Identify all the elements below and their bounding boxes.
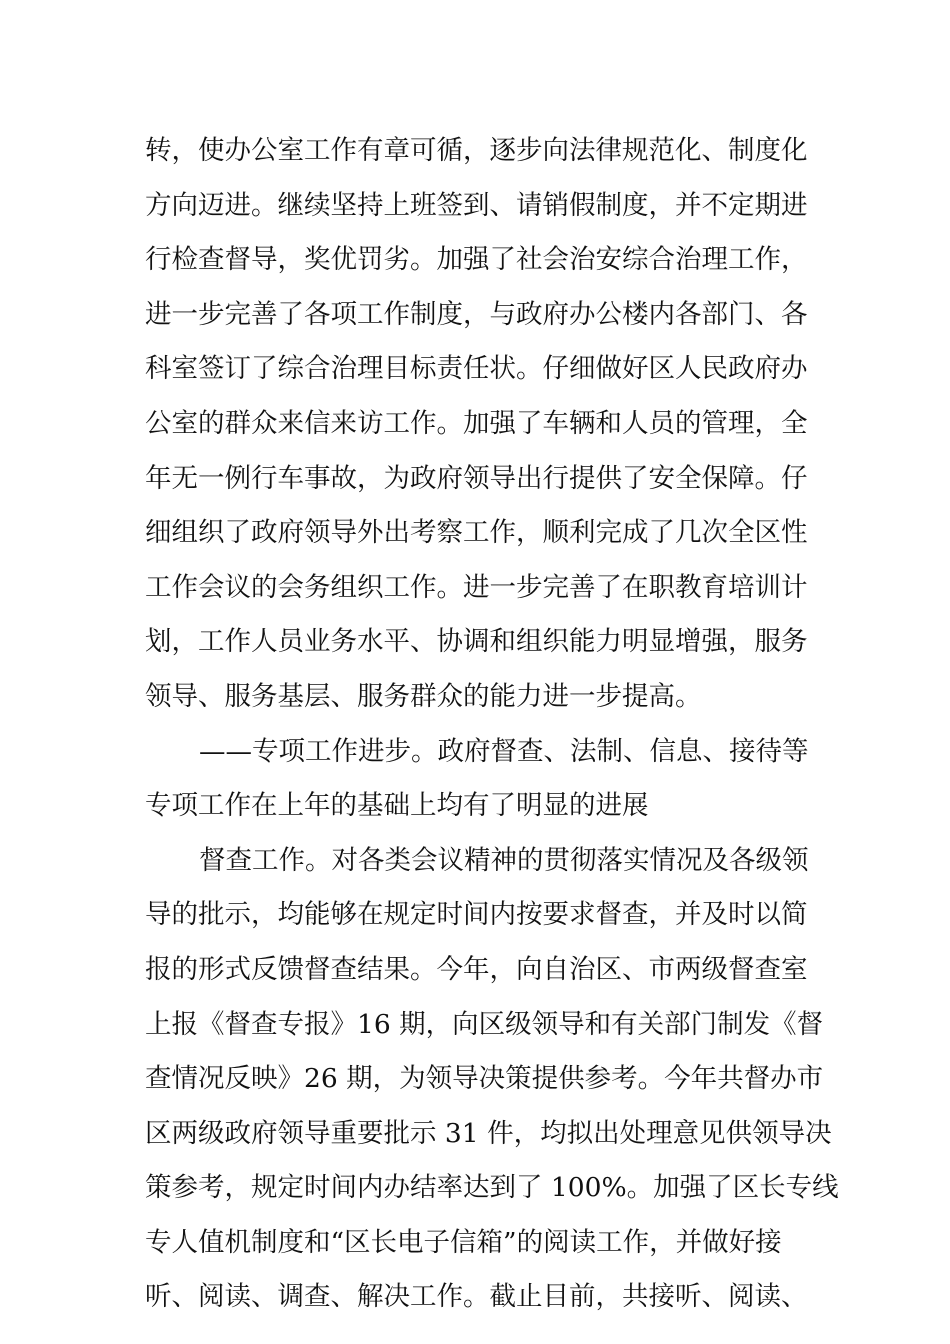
text-line: 查情况反映》26 期，为领导决策提供参考。今年共督办市: [145, 1063, 824, 1095]
text-line: 科室签订了综合治理目标责任状。仔细做好区人民政府办: [145, 353, 808, 385]
text-line: 划，工作人员业务水平、协调和组织能力明显增强，服务: [145, 626, 808, 658]
text-line: 专项工作在上年的基础上均有了明显的进展: [145, 790, 649, 822]
text-line: 上报《督查专报》16 期，向区级领导和有关部门制发《督: [145, 1008, 824, 1040]
text-line: 工作会议的会务组织工作。进一步完善了在职教育培训计: [145, 571, 808, 603]
text-line: 专人值机制度和“区长电子信箱”的阅读工作，并做好接: [145, 1226, 782, 1258]
text-line: 公室的群众来信来访工作。加强了车辆和人员的管理，全: [145, 407, 808, 439]
text-line: 进一步完善了各项工作制度，与政府办公楼内各部门、各: [145, 298, 808, 330]
text-line: 领导、服务基层、服务群众的能力进一步提高。: [145, 680, 702, 712]
paragraph-heading-line: ——专项工作进步。政府督查、法制、信息、接待等: [199, 735, 809, 767]
paragraph-heading-line: 督查工作。对各类会议精神的贯彻落实情况及各级领: [199, 844, 809, 876]
text-line: 方向迈进。继续坚持上班签到、请销假制度，并不定期进: [145, 189, 808, 221]
text-line: 年无一例行车事故，为政府领导出行提供了安全保障。仔: [145, 462, 808, 494]
text-line: 报的形式反馈督查结果。今年，向自治区、市两级督查室: [145, 953, 808, 985]
text-line: 区两级政府领导重要批示 31 件，均拟出处理意见供领导决: [145, 1117, 832, 1149]
text-line: 策参考，规定时间内办结率达到了 100%。加强了区长专线: [145, 1172, 839, 1204]
text-line: 细组织了政府领导外出考察工作，顺利完成了几次全区性: [145, 517, 808, 549]
text-line: 转，使办公室工作有章可循，逐步向法律规范化、制度化: [145, 135, 808, 166]
body-text: [145, 124, 839, 1325]
text-line: 导的批示，均能够在规定时间内按要求督查，并及时以简: [145, 899, 808, 931]
text-line: 听、阅读、调查、解决工作。截止目前，共接听、阅读、: [145, 1281, 808, 1313]
text-line: 行检查督导，奖优罚劣。加强了社会治安综合治理工作，: [145, 244, 808, 276]
